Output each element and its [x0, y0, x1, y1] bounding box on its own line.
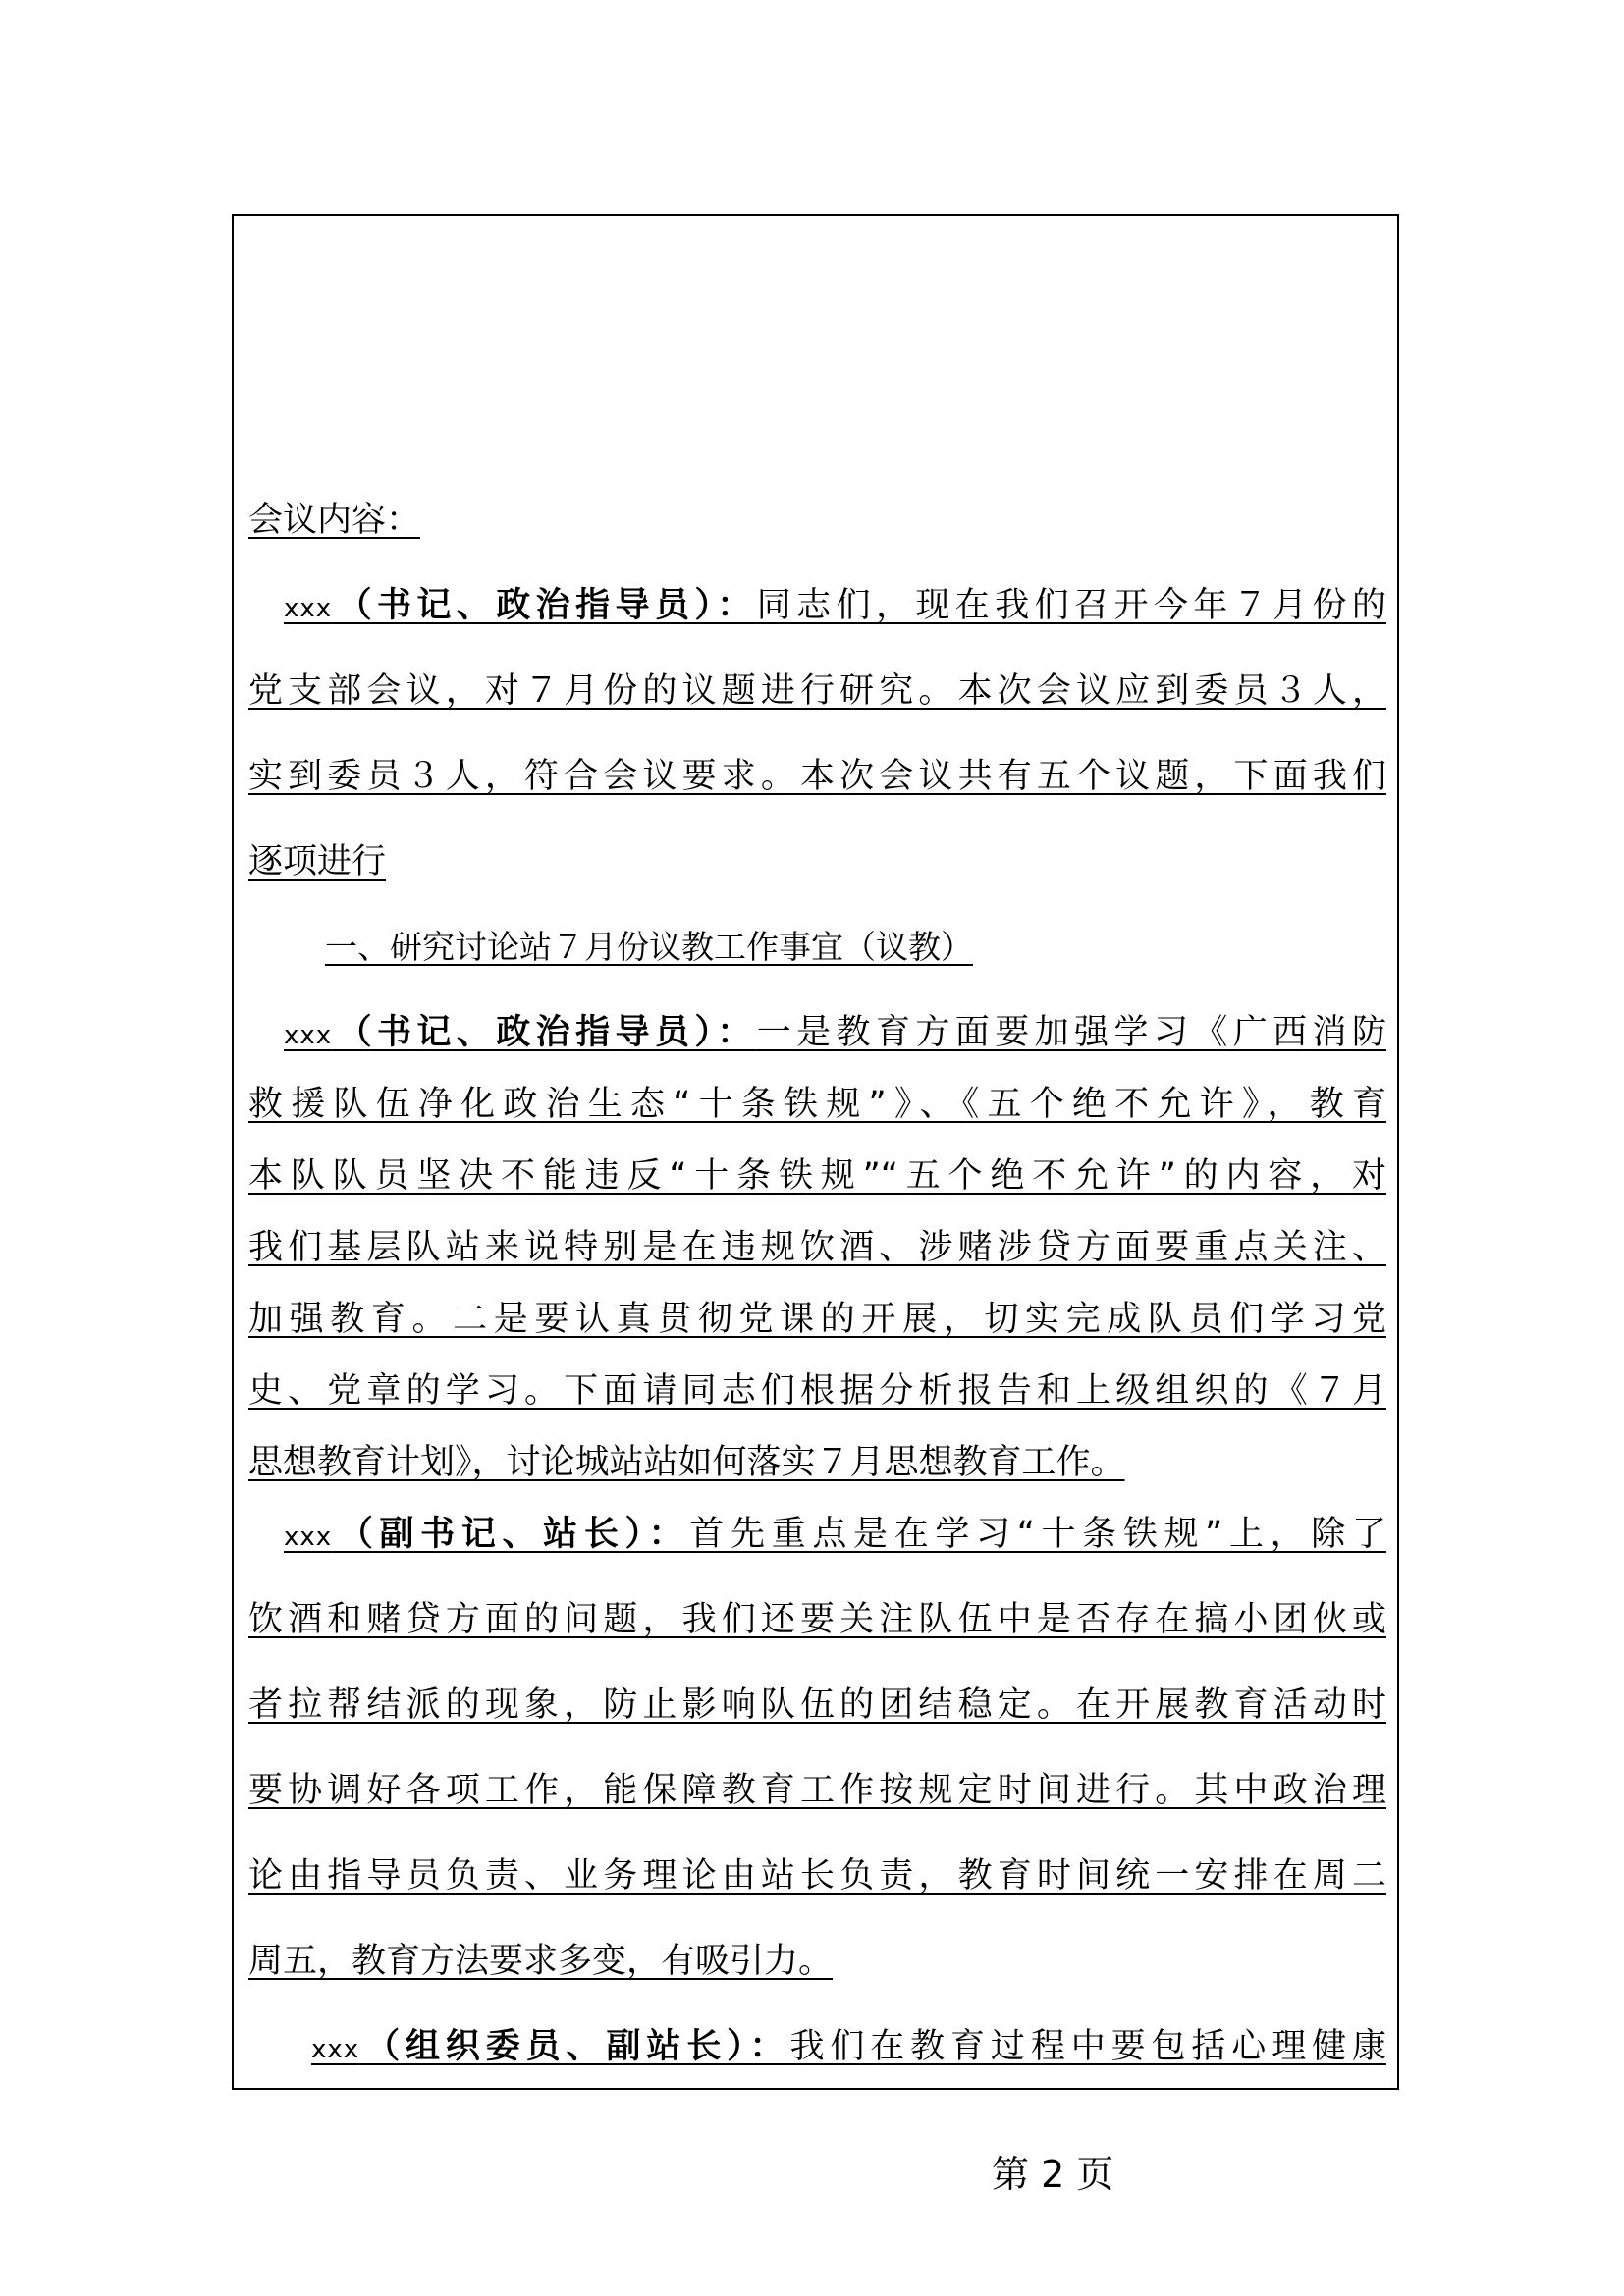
paragraph-line: 加强教育。二是要认真贯彻党课的开展，切实完成队员们学习党 [248, 1300, 1386, 1339]
section-label: 会议内容： [248, 501, 421, 540]
speaker-name: xxx [284, 1522, 333, 1552]
speaker-role: （组织委员、副站长）： [359, 2027, 790, 2066]
page-number: 第 2 页 [992, 2153, 1114, 2196]
speaker-role: （书记、政治指导员）： [332, 586, 757, 625]
speaker-role: （副书记、站长）： [332, 1515, 690, 1554]
speaker-line [248, 2025, 1386, 2071]
paragraph-line: 周五，教育方法要求多变，有吸引力。 [248, 1942, 834, 1981]
paragraph-text: 同志们，现在我们召开今年７月份的 [756, 586, 1386, 625]
speaker-line [248, 1011, 1386, 1057]
paragraph-line: 救援队伍净化政治生态“十条铁规”》、《五个绝不允许》，教育 [248, 1085, 1386, 1124]
speaker-line [248, 1513, 1386, 1559]
paragraph-line: 要协调好各项工作，能保障教育工作按规定时间进行。其中政治理 [248, 1771, 1386, 1810]
agenda-heading-text: 一、研究讨论站７月份议教工作事宜（议教） [325, 928, 973, 966]
paragraph-line: 论由指导员负责、业务理论由站长负责，教育时间统一安排在周二 [248, 1856, 1386, 1896]
paragraph-text: 一是教育方面要加强学习《广西消防 [756, 1013, 1386, 1052]
paragraph-line: 饮酒和赌贷方面的问题，我们还要关注队伍中是否存在搞小团伙或 [248, 1600, 1386, 1639]
paragraph-line: 思想教育计划》，讨论城站站如何落实７月思想教育工作。 [248, 1443, 1125, 1482]
speaker-name: xxx [311, 2035, 360, 2064]
speaker-line [248, 584, 1386, 630]
speaker-name: xxx [284, 594, 333, 623]
agenda-heading [248, 926, 1386, 969]
paragraph-line: 本队队员坚决不能违反“十条铁规”“五个绝不允许”的内容，对 [248, 1156, 1386, 1196]
speaker-name: xxx [284, 1021, 333, 1050]
paragraph-line: 史、党章的学习。下面请同志们根据分析报告和上级组织的《７月 [248, 1371, 1386, 1411]
speaker-role: （书记、政治指导员）： [332, 1013, 757, 1052]
paragraph-line: 实到委员３人，符合会议要求。本次会议共有五个议题，下面我们 [248, 757, 1386, 796]
paragraph-line: 者拉帮结派的现象，防止影响队伍的团结稳定。在开展教育活动时 [248, 1685, 1386, 1725]
paragraph-text: 首先重点是在学习“十条铁规”上，除了 [689, 1515, 1386, 1554]
paragraph-text: 我们在教育过程中要包括心理健康 [789, 2027, 1386, 2066]
paragraph-line: 逐项进行 [248, 842, 387, 881]
paragraph-line: 党支部会议，对７月份的议题进行研究。本次会议应到委员３人， [248, 671, 1386, 711]
paragraph-line: 我们基层队站来说特别是在违规饮酒、涉赌涉贷方面要重点关注、 [248, 1228, 1386, 1267]
